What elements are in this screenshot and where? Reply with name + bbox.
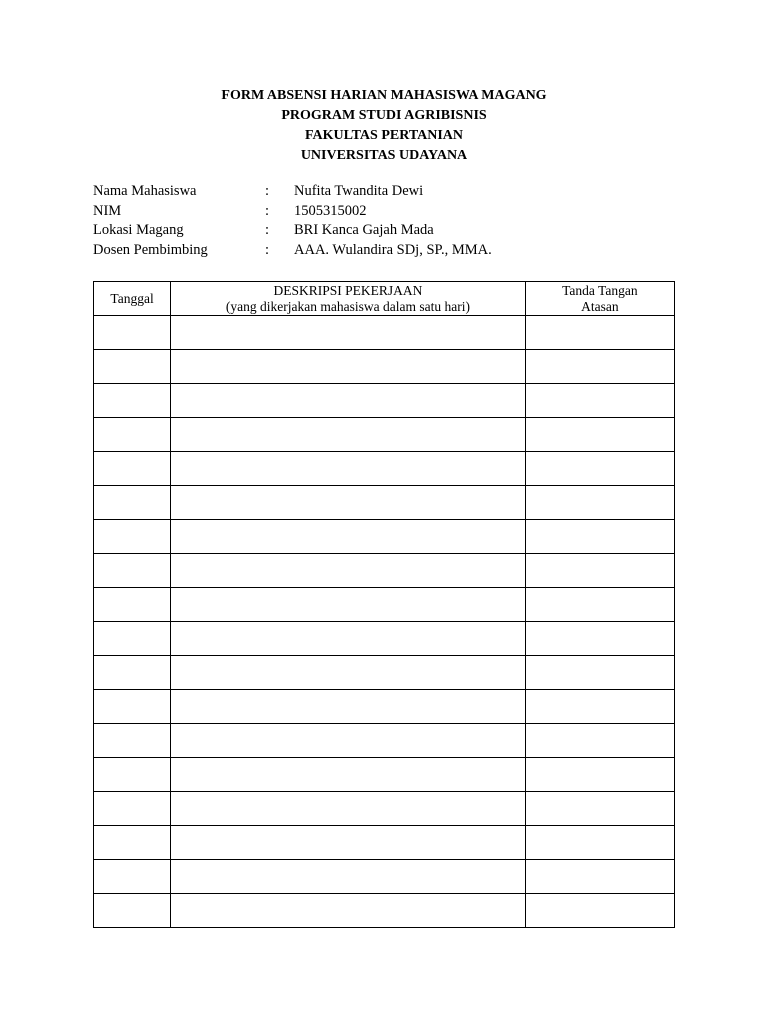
date-cell [94,384,171,418]
description-cell [171,622,526,656]
table-row [94,418,675,452]
table-row [94,894,675,928]
description-cell [171,520,526,554]
header-description [171,282,526,316]
info-value: Nufita Twandita Dewi [294,183,424,199]
table-row [94,350,675,384]
info-row-nim [93,202,693,222]
table-row [94,724,675,758]
table-row [94,792,675,826]
date-cell [94,588,171,622]
date-cell [94,860,171,894]
description-cell [171,894,526,928]
header-signature-line1: Tanda Tangan [562,282,638,298]
signature-cell [525,554,674,588]
table-row [94,316,675,350]
info-separator: : [265,183,270,199]
info-row-student-name [93,182,693,202]
header-description-label: DESKRIPSI PEKERJAAN [273,282,423,298]
faculty: FAKULTAS PERTANIAN [304,128,464,143]
signature-cell [525,486,674,520]
table-row [94,758,675,792]
description-cell [171,452,526,486]
description-cell [171,656,526,690]
signature-cell [525,656,674,690]
table-row [94,826,675,860]
header-date [94,282,171,316]
table-row [94,486,675,520]
signature-cell [525,316,674,350]
signature-cell [525,860,674,894]
description-cell [171,418,526,452]
date-cell [94,418,171,452]
signature-cell [525,622,674,656]
table-row [94,554,675,588]
study-program: PROGRAM STUDI AGRIBISNIS [281,108,487,123]
description-cell [171,316,526,350]
form-title: FORM ABSENSI HARIAN MAHASISWA MAGANG [221,88,547,103]
description-cell [171,724,526,758]
info-value: BRI Kanca Gajah Mada [294,222,434,238]
date-cell [94,554,171,588]
date-cell [94,350,171,384]
info-label: Dosen Pembimbing [93,241,208,258]
date-cell [94,316,171,350]
signature-cell [525,452,674,486]
description-cell [171,486,526,520]
description-cell [171,758,526,792]
signature-cell [525,384,674,418]
table-header-row [94,282,675,316]
signature-cell [525,418,674,452]
info-row-supervisor [93,241,693,261]
university: UNIVERSITAS UDAYANA [300,148,468,163]
description-cell [171,384,526,418]
student-info [93,182,693,260]
signature-cell [525,690,674,724]
info-label: NIM [93,202,122,219]
table-row [94,520,675,554]
signature-cell [525,350,674,384]
description-cell [171,554,526,588]
table-row [94,690,675,724]
signature-cell [525,758,674,792]
table-row [94,452,675,486]
description-cell [171,792,526,826]
signature-cell [525,588,674,622]
table-row [94,860,675,894]
date-cell [94,826,171,860]
date-cell [94,792,171,826]
date-cell [94,622,171,656]
header-description-note: (yang dikerjakan mahasiswa dalam satu hari) [225,298,470,314]
description-cell [171,588,526,622]
date-cell [94,724,171,758]
date-cell [94,520,171,554]
table-row [94,622,675,656]
info-separator: : [265,202,270,219]
info-label: Nama Mahasiswa [93,183,197,199]
date-cell [94,690,171,724]
table-row [94,588,675,622]
date-cell [94,486,171,520]
date-cell [94,656,171,690]
signature-cell [525,520,674,554]
info-value: AAA. Wulandira SDj, SP., MMA. [294,241,492,258]
info-label: Lokasi Magang [93,222,184,238]
date-cell [94,452,171,486]
description-cell [171,350,526,384]
signature-cell [525,826,674,860]
table-row [94,656,675,690]
table-row [94,384,675,418]
table-body [94,316,675,928]
description-cell [171,860,526,894]
info-row-internship-location [93,221,693,241]
info-separator: : [265,222,270,238]
signature-cell [525,894,674,928]
header-date-label: Tanggal [110,290,154,306]
description-cell [171,826,526,860]
form-heading [0,86,768,166]
signature-cell [525,724,674,758]
header-signature-line2: Atasan [581,298,619,314]
attendance-table [93,281,675,928]
description-cell [171,690,526,724]
date-cell [94,758,171,792]
info-value: 1505315002 [294,202,367,219]
info-separator: : [265,241,270,258]
signature-cell [525,792,674,826]
header-signature [525,282,674,316]
date-cell [94,894,171,928]
